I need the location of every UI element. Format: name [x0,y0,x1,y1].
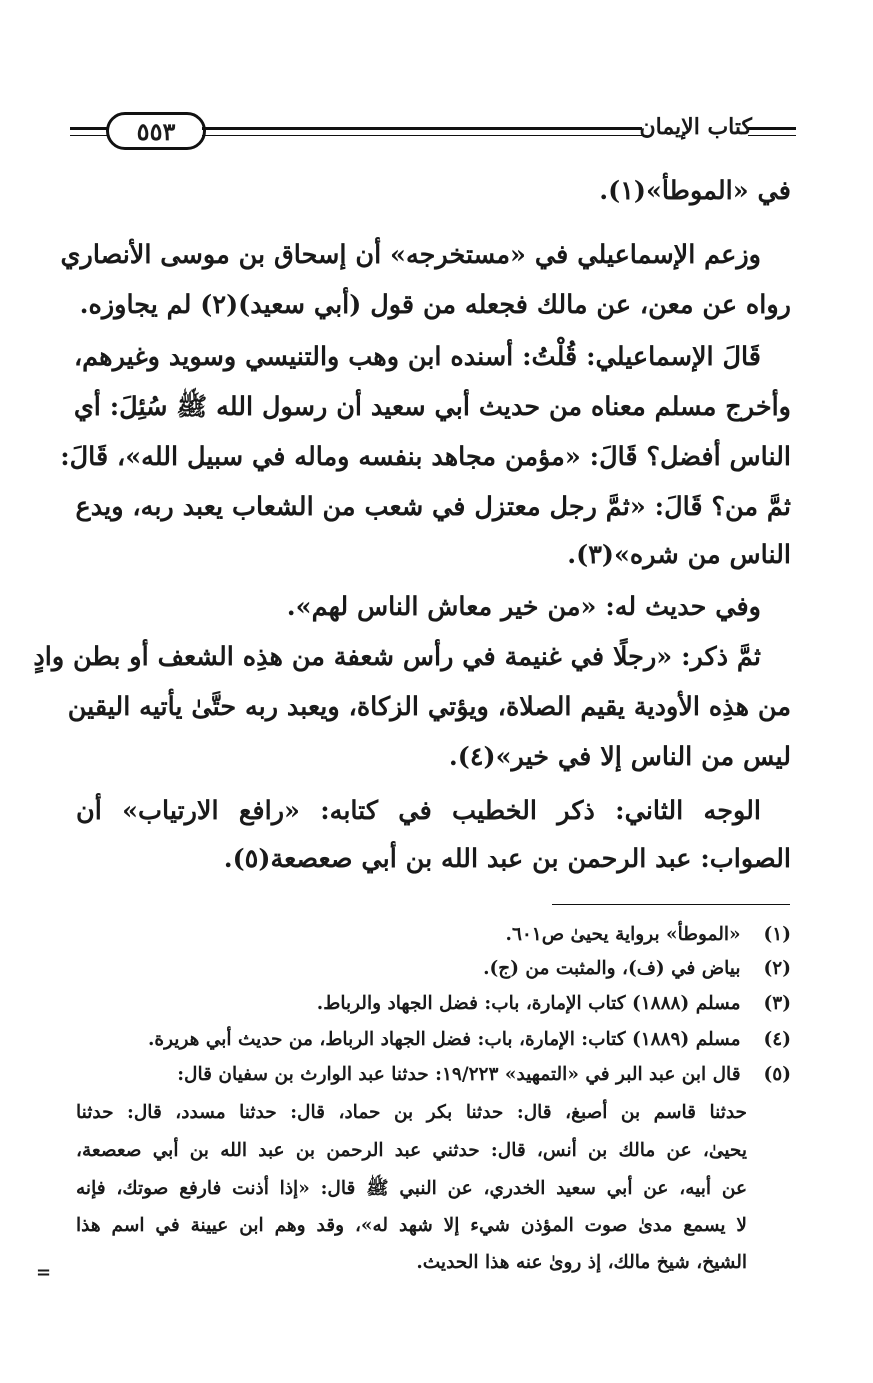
footnote-number: (١) [763,924,791,945]
body-line: الصواب: عبد الرحمن بن عبد الله بن أبي صعصعة(٥). [223,844,791,874]
footnote-text: مسلم (١٨٨٨) كتاب الإمارة، باب: فضل الجهاد والرباط. [316,993,741,1014]
footnote-text: بياض في (ف)، والمثبت من (ج). [483,958,741,979]
body-line: في «الموطأ»(١). [599,176,791,206]
body-line: وأخرج مسلم معناه من حديث أبي سعيد أن رسول الله ﷺ سُئِلَ: أي [73,392,791,422]
footnote-continuation-line: يحيىٰ، عن مالك بن أنس، قال: حدثني عبد الرحمن بن عبد الله بن أبي صعصعة، [76,1140,747,1161]
body-line: ليس من الناس إلا في خير»(٤). [448,742,791,772]
footnote [317,993,791,1015]
footnote-number: (٤) [763,1029,791,1050]
body-line: رواه عن معن، عن مالك فجعله من قول (أبي سعيد)(٢) لم يجاوزه. [79,290,791,320]
footnote-continuation-line: عن أبيه، عن أبي سعيد الخدري، عن النبي ﷺ قال: «إذا أذنت فارفع صوتك، فإنه [76,1178,747,1199]
footnote-number: (٥) [763,1064,791,1085]
body-line: قَالَ الإسماعيلي: قُلْتُ: أسنده ابن وهب والتنيسي وسويد وغيرهم، [73,342,761,372]
footnote-number: (٢) [763,958,791,979]
page-number: ٥٥٣ [136,116,176,146]
page-header [70,112,796,158]
chapter-title: كتاب الإيمان [639,114,752,140]
continuation-mark: = [36,1262,52,1283]
header-rule-left [70,127,110,136]
footnote-text: مسلم (١٨٨٩) كتاب: الإمارة، باب: فضل الجهاد الرباط، من حديث أبي هريرة. [147,1029,741,1050]
footnote-continuation-line: حدثنا قاسم بن أصبغ، قال: حدثنا بكر بن حماد، قال: حدثنا مسدد، قال: حدثنا [76,1102,747,1123]
header-rule-middle [202,127,642,136]
body-line: الناس أفضل؟ قَالَ: «مؤمن مجاهد بنفسه وماله في سبيل الله»، قَالَ: [60,442,791,472]
footnote-continuation-line: لا يسمع مدىٰ صوت المؤذن شيء إلا شهد له»، وقد وهم ابن عيينة في اسم هذا [76,1215,747,1236]
body-line: وزعم الإسماعيلي في «مستخرجه» أن إسحاق بن موسى الأنصاري [60,240,761,270]
page-number-badge [106,112,206,150]
body-line: ثمَّ ذكر: «رجلًا في غنيمة في رأس شعفة من هذِه الشعف أو بطن وادٍ [33,642,761,672]
body-line: من هذِه الأودية يقيم الصلاة، ويؤتي الزكاة، ويعبد ربه حتَّىٰ يأتيه اليقين [67,692,791,722]
footnote-number: (٣) [763,993,791,1014]
footnote-text: «الموطأ» برواية يحيىٰ ص٦٠١. [505,924,741,945]
footnote-continuation-line: الشيخ، شيخ مالك، إذ روىٰ عنه هذا الحديث. [416,1252,747,1273]
footnote-text: قال ابن عبد البر في «التمهيد» ١٩/٢٢٣: حدثنا عبد الوارث بن سفيان قال: [177,1064,741,1085]
footnote-separator [552,904,790,905]
footnote [505,924,791,946]
body-line: وفي حديث له: «من خير معاش الناس لهم». [286,592,761,622]
body-line: ثمَّ من؟ قَالَ: «ثمَّ رجل معتزل في شعب من الشعاب يعبد ربه، ويدع [75,492,791,522]
header-rule-right [748,127,796,136]
body-line: الناس من شره»(٣). [567,540,791,570]
footnote [177,1064,791,1086]
footnote [483,958,791,980]
body-line: الوجه الثاني: ذكر الخطيب في كتابه: «رافع الارتياب» أن [76,796,761,826]
footnote [148,1029,791,1051]
